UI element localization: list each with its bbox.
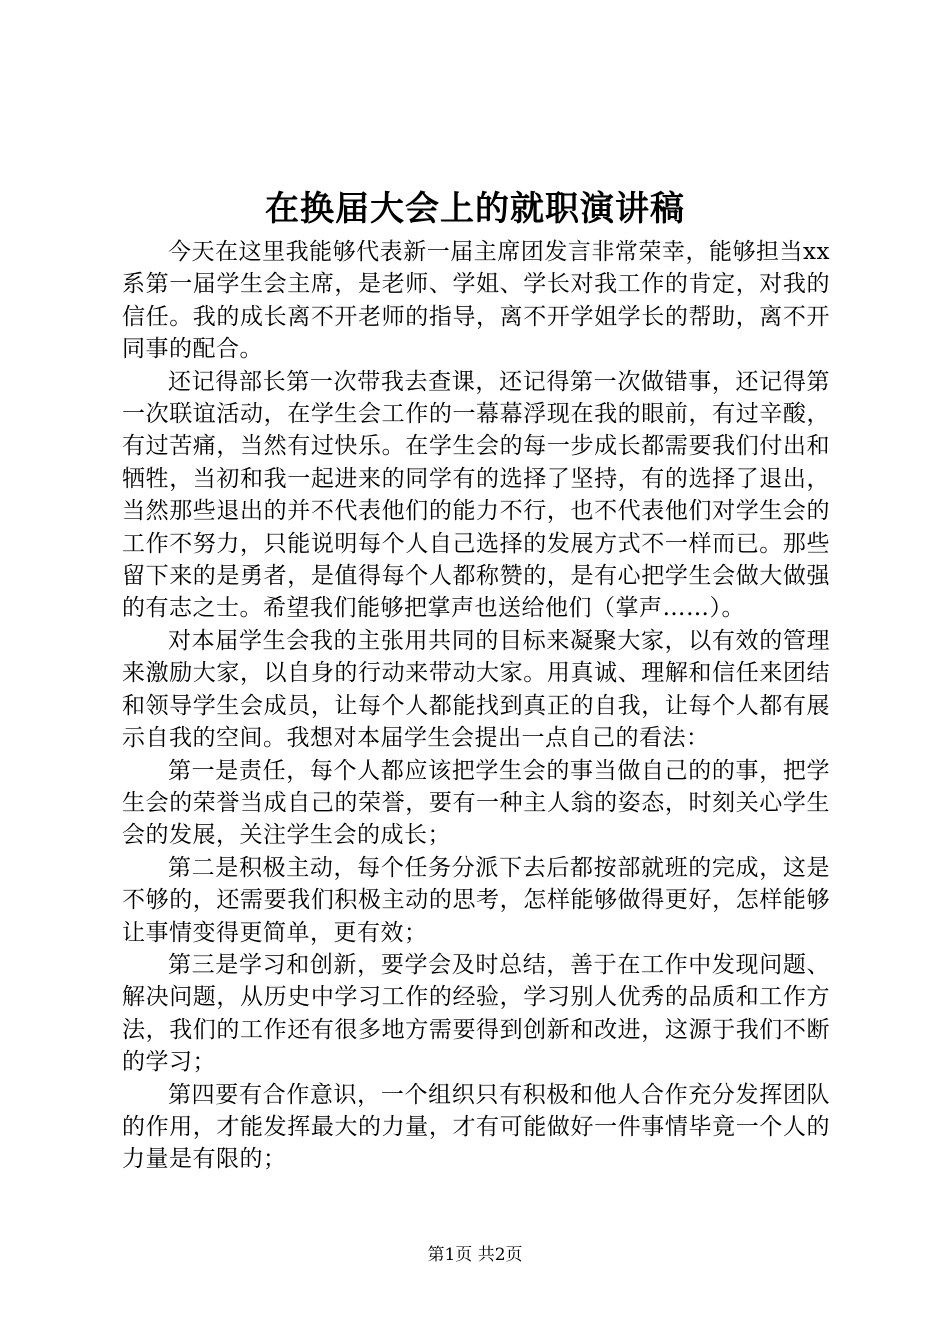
document-title: 在换届大会上的就职演讲稿 — [265, 189, 685, 229]
paragraph: 还记得部长第一次带我去查课，还记得第一次做错事，还记得第一次联谊活动，在学生会工作的一幕幕浮现在我的眼前，有过辛酸，有过苦痛，当然有过快乐。在学生会的每一步成长都需要我们付出和牺牲，当初和我一起进来的同学有的选择了坚持，有的选择了退出，当然那些退出的并不代表他们的能力不行，也不代表他们对学生会的工作不努力，只能说明每个人自己选择的发展方式不一样而已。那些留下来的是勇者，是值得每个人都称赞的，是有心把学生会做大做强的有志之士。希望我们能够把掌声也送给他们（掌声……）。 — [122, 368, 830, 622]
paragraph: 第二是积极主动，每个任务分派下去后都按部就班的完成，这是不够的，还需要我们积极主动的思考，怎样能够做得更好，怎样能够让事情变得更简单，更有效； — [122, 854, 830, 946]
page-number-footer: 第1页 共2页 — [427, 1245, 523, 1265]
paragraph: 第一是责任，每个人都应该把学生会的事当做自己的的事，把学生会的荣誉当成自己的荣誉，要有一种主人翁的姿态，时刻关心学生会的发展，关注学生会的成长； — [122, 757, 830, 849]
paragraph: 今天在这里我能够代表新一届主席团发言非常荣幸，能够担当xx系第一届学生会主席，是老师、学姐、学长对我工作的肯定，对我的信任。我的成长离不开老师的指导，离不开学姐学长的帮助，离不开同事的配合。 — [122, 239, 830, 363]
paragraph: 对本届学生会我的主张用共同的目标来凝聚大家，以有效的管理来激励大家，以自身的行动来带动大家。用真诚、理解和信任来团结和领导学生会成员，让每个人都能找到真正的自我，让每个人都有展示自我的空间。我想对本届学生会提出一点自己的看法： — [122, 627, 830, 752]
document-body — [122, 236, 830, 1176]
paragraph: 第三是学习和创新，要学会及时总结，善于在工作中发现问题、解决问题，从历史中学习工作的经验，学习别人优秀的品质和工作方法，我们的工作还有很多地方需要得到创新和改进，这源于我们不断的学习； — [122, 951, 830, 1076]
paragraph: 第四要有合作意识，一个组织只有积极和他人合作充分发挥团队的作用，才能发挥最大的力量，才有可能做好一件事情毕竟一个人的力量是有限的； — [122, 1081, 830, 1173]
